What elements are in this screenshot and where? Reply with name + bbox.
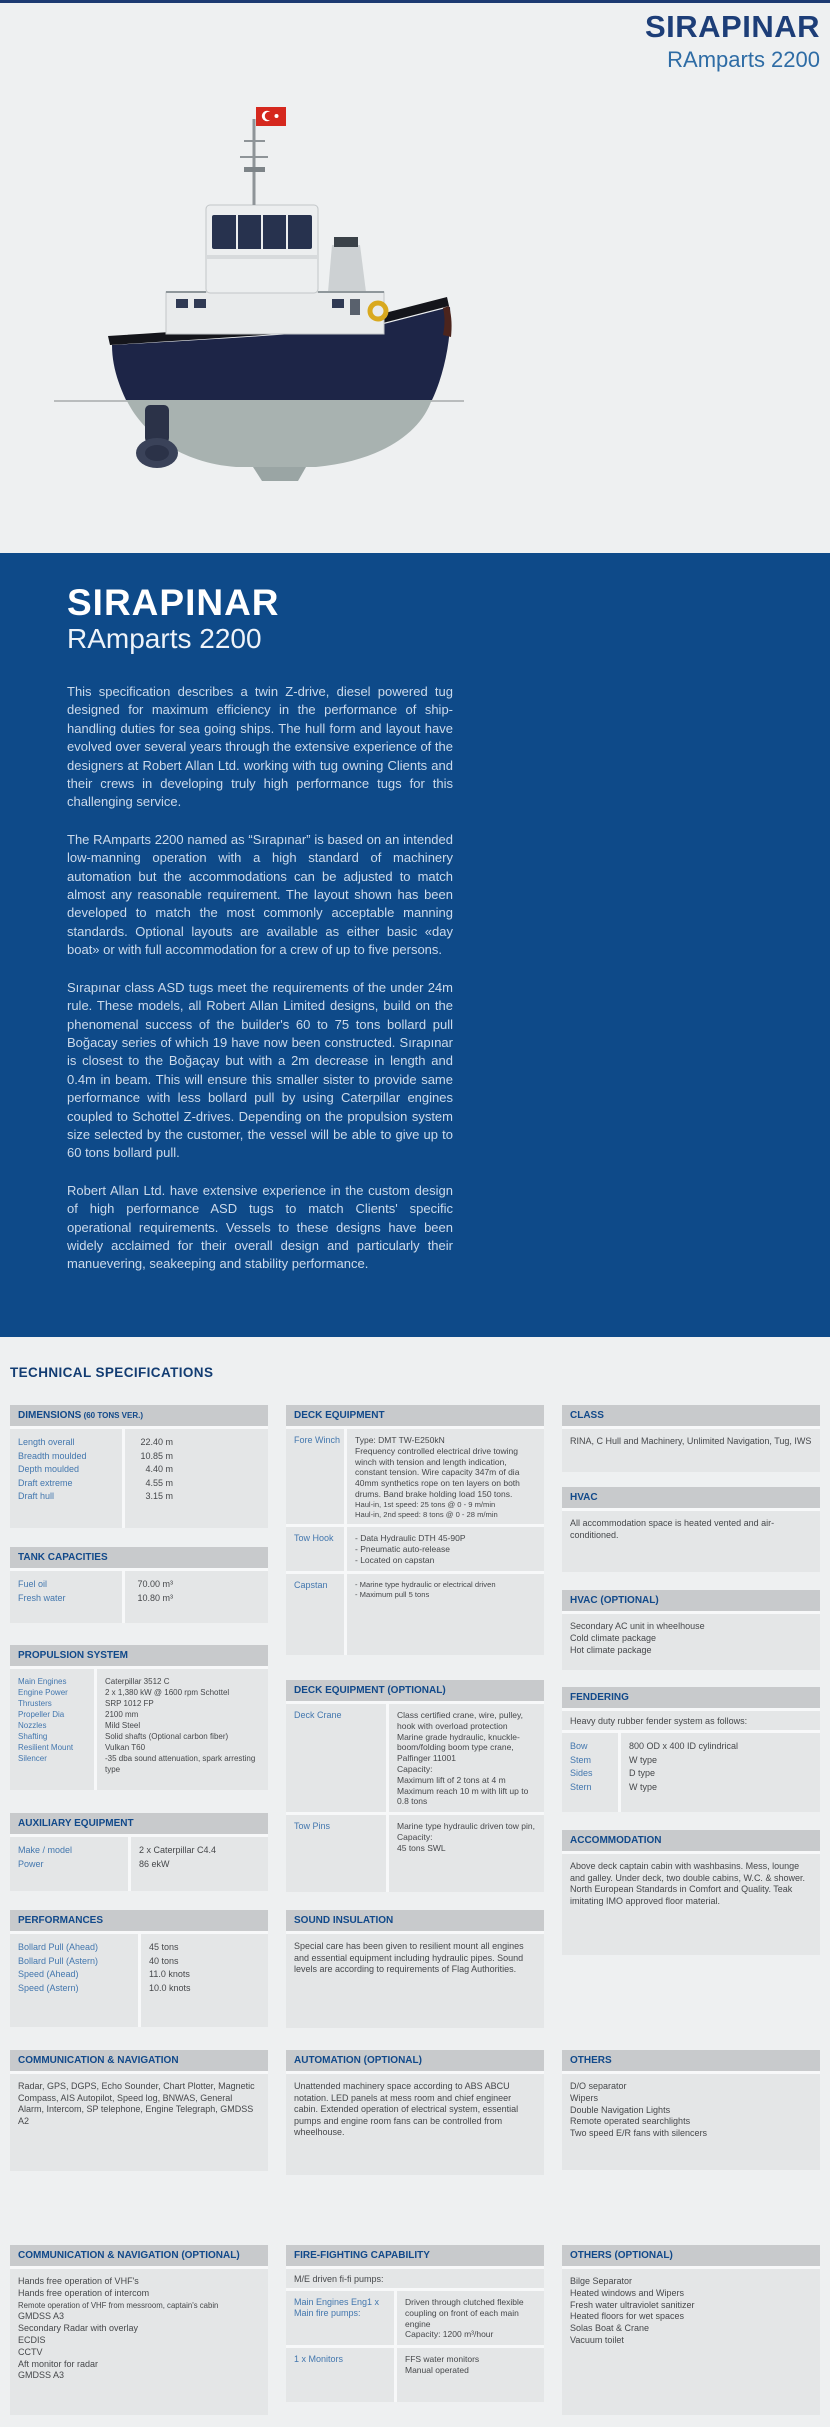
pair-label: Silencer	[18, 1754, 47, 1763]
spec-box-title: AUTOMATION (OPTIONAL)	[286, 2050, 544, 2071]
list-item: GMDSS A3	[18, 2311, 65, 2322]
list-item: Remote operated searchlights	[570, 2116, 691, 2127]
pair-value: 45 tons	[149, 1942, 179, 1952]
list-item: GMDSS A3	[18, 2370, 65, 2381]
pair-value: 2 x Caterpillar C4.4	[139, 1845, 217, 1855]
list-item: Heated windows and Wipers	[570, 2287, 685, 2298]
row-label: 1 x Monitors	[286, 2348, 394, 2402]
row-value-line: Type: DMT TW-E250kN	[355, 1435, 445, 1445]
row-value-line: Haul-in, 2nd speed: 8 tons @ 0 - 28 m/min	[355, 1509, 498, 1519]
spec-box-body	[286, 1704, 544, 1892]
row-value-line: - Located on capstan	[355, 1554, 435, 1565]
row-value-line: Driven through clutched flexible coupling on front of each main engine	[405, 2297, 524, 2329]
spec-box-dimensions	[10, 1405, 268, 1528]
row-label: Deck Crane	[286, 1704, 386, 1812]
list-item: Secondary AC unit in wheelhouse	[570, 1621, 705, 1631]
underwater-hull	[126, 399, 432, 481]
list-item: Double Navigation Lights	[570, 2104, 671, 2115]
spec-box-hvac-opt	[562, 1590, 820, 1670]
pair-value: 10.80 m³	[137, 1592, 173, 1603]
spec-box-body	[10, 1571, 268, 1623]
spec-box-lines	[10, 2269, 268, 2415]
list-item: Remote operation of VHF from messroom, captain's cabin	[18, 2300, 219, 2310]
spec-box-body	[10, 2074, 268, 2171]
pair-value: D type	[629, 1768, 656, 1778]
spec-box-fire-fighting	[286, 2245, 544, 2402]
pair-label: Bollard Pull (Ahead)	[18, 1942, 99, 1952]
pair-value: 4.40 m	[145, 1464, 173, 1474]
pair-label: Shafting	[18, 1732, 48, 1741]
row-label: Capstan	[286, 1574, 344, 1655]
spec-box-title: PERFORMANCES	[10, 1910, 268, 1931]
spec-box-title: PROPULSION SYSTEM	[10, 1645, 268, 1666]
spec-box-body	[10, 1669, 268, 1790]
pair-label: Thrusters	[18, 1699, 52, 1708]
pair-label: Resilient Mount	[18, 1743, 74, 1752]
spec-grid	[10, 1405, 820, 2415]
list-item: Heated floors for wet spaces	[570, 2311, 685, 2322]
list-item: Fresh water ultraviolet sanitizer	[570, 2299, 695, 2310]
pair-value: W type	[629, 1754, 658, 1765]
spec-row-table	[286, 1704, 544, 1892]
spec-box-title: CLASS	[562, 1405, 820, 1426]
pair-label: Stem	[570, 1754, 592, 1765]
pair-value: 800 OD x 400 ID cylindrical	[629, 1741, 739, 1751]
spec-pair-table	[10, 1429, 268, 1528]
list-item: Wipers	[570, 2092, 599, 2103]
spec-box-hvac	[562, 1487, 820, 1572]
spec-row-table	[286, 2291, 544, 2402]
row-value-line: Frequency controlled electrical drive towing winch with tension and length indication, constant tension. Wire capacity 347m of dia 40mm synthetics rope on ten layers on both drums. Band brake holding load 150 tons.	[355, 1445, 520, 1499]
row-value-line: - Marine type hydraulic or electrical driven	[355, 1579, 496, 1589]
spec-box-text: Radar, GPS, DGPS, Echo Sounder, Chart Plotter, Magnetic Compass, AIS Autopilot, Speed log, BNWAS, General Alarm, Intercom, SP telephone, Engine Telegraph, GMDSS A2	[10, 2074, 268, 2171]
mast	[240, 119, 268, 205]
spec-box-body	[562, 1614, 820, 1670]
pair-value: -35 dba sound attenuation, spark arresting type	[105, 1754, 256, 1774]
pair-value-column	[125, 1571, 268, 1623]
row-value	[347, 1429, 544, 1524]
spec-column-2	[286, 1405, 544, 2402]
spec-box-others	[562, 2050, 820, 2170]
pair-label: Main Engines	[18, 1677, 67, 1686]
list-item: Aft monitor for radar	[18, 2358, 99, 2369]
spec-box-title: ACCOMMODATION	[562, 1830, 820, 1851]
spec-column-3	[562, 1405, 820, 2415]
pair-label: Speed (Astern)	[18, 1982, 79, 1993]
row-label: Fore Winch	[286, 1429, 344, 1524]
pair-label: Fresh water	[18, 1592, 66, 1603]
turkish-flag-icon	[256, 107, 286, 126]
row-label: Tow Hook	[286, 1527, 344, 1570]
spec-box-title: DECK EQUIPMENT	[286, 1405, 544, 1426]
list-item: ECDIS	[18, 2334, 46, 2345]
spec-box-accommodation	[562, 1830, 820, 1955]
spec-box-comm-nav	[10, 2050, 268, 2171]
spec-box-intro-line: Heavy duty rubber fender system as follows:	[562, 1711, 820, 1730]
pair-value-column	[141, 1934, 268, 2027]
row-label: Main Engines Eng1 x Main fire pumps:	[286, 2291, 394, 2345]
spec-box-deck-equipment	[286, 1405, 544, 1655]
spec-box-title: HVAC	[562, 1487, 820, 1508]
pair-label: Power	[18, 1858, 44, 1869]
intro-paragraphs	[67, 683, 453, 1274]
spec-box-automation-opt	[286, 2050, 544, 2175]
spec-box-body	[286, 1934, 544, 2028]
spec-box-title: OTHERS	[562, 2050, 820, 2071]
pair-label: Depth moulded	[18, 1464, 80, 1474]
intro-section	[0, 553, 830, 1337]
row-value	[389, 1815, 544, 1892]
pair-value: 3.15 m	[145, 1491, 173, 1501]
row-value-line: Capacity: 1200 m³/hour	[405, 2329, 494, 2340]
pair-value: 22.40 m	[140, 1437, 173, 1447]
row-value-line: FFS water monitors	[405, 2354, 480, 2365]
spec-box-body	[562, 1511, 820, 1572]
pair-value: 10.85 m	[140, 1450, 173, 1461]
list-item: CCTV	[18, 2346, 43, 2357]
spec-box-body	[562, 1711, 820, 1812]
pair-label-column	[10, 1669, 94, 1790]
row-value-line: Marine type hydraulic driven tow pin,	[397, 1821, 535, 1832]
spec-box-text: RINA, C Hull and Machinery, Unlimited Navigation, Tug, IWS	[562, 1429, 820, 1472]
spec-pair-table	[10, 1837, 268, 1891]
pair-label: Stern	[570, 1781, 592, 1792]
spec-box-body	[10, 1429, 268, 1528]
spec-box-body	[10, 1837, 268, 1891]
pair-label-column	[10, 1837, 128, 1891]
spec-box-comm-nav-opt	[10, 2245, 268, 2415]
spec-box-lines	[562, 1614, 820, 1670]
pair-label: Breadth moulded	[18, 1450, 87, 1461]
spec-box-lines	[562, 2269, 820, 2415]
specs-heading: TECHNICAL SPECIFICATIONS	[10, 1365, 214, 1380]
pair-label: Engine Power	[18, 1688, 68, 1697]
row-value-line: - Pneumatic auto-release	[355, 1544, 450, 1555]
list-item: Solas Boat & Crane	[570, 2323, 650, 2334]
technical-specifications-section	[0, 1337, 830, 2415]
spec-box-title: DECK EQUIPMENT (OPTIONAL)	[286, 1680, 544, 1701]
spec-box-title: HVAC (OPTIONAL)	[562, 1590, 820, 1611]
spec-box-body	[10, 1934, 268, 2027]
spec-pair-table	[10, 1571, 268, 1623]
row-value-line: Haul-in, 1st speed: 25 tons @ 0 - 9 m/min	[355, 1499, 496, 1509]
list-item: Hot climate package	[570, 1644, 652, 1655]
pair-label: Propeller Dia	[18, 1710, 65, 1719]
wheelhouse	[206, 205, 318, 293]
spec-box-intro-line: M/E driven fi-fi pumps:	[286, 2269, 544, 2288]
row-value	[347, 1527, 544, 1570]
pair-label: Sides	[570, 1768, 593, 1778]
pair-label-column	[10, 1429, 122, 1528]
pair-value: 70.00 m³	[137, 1579, 173, 1589]
row-value-line: - Data Hydraulic DTH 45-90P	[355, 1533, 466, 1544]
pair-label: Bow	[570, 1741, 588, 1751]
spec-box-title: FIRE-FIGHTING CAPABILITY	[286, 2245, 544, 2266]
row-value-line: Manual operated	[405, 2364, 469, 2375]
spec-box-others-opt	[562, 2245, 820, 2415]
spec-box-sound-insulation	[286, 1910, 544, 2028]
pair-label: Nozzles	[18, 1721, 47, 1730]
row-value	[397, 2291, 544, 2345]
pair-label-column	[10, 1934, 138, 2027]
spec-box-body	[286, 2269, 544, 2402]
spec-column-1	[10, 1405, 268, 2415]
spec-box-body	[286, 1429, 544, 1655]
spec-box-fendering	[562, 1687, 820, 1812]
row-value	[397, 2348, 544, 2402]
intro-title: SIRAPINAR	[67, 582, 280, 623]
row-value-line: Maximum lift of 2 tons at 4 m	[397, 1774, 506, 1785]
spec-box-deck-equipment-opt	[286, 1680, 544, 1892]
spec-box-performances	[10, 1910, 268, 2027]
pair-value: 86 ekW	[139, 1858, 170, 1869]
row-value-line: Marine grade hydraulic, knuckle-boom/folding boom type crane, Palfinger 11001	[397, 1731, 520, 1764]
tugboat-illustration	[48, 49, 468, 504]
row-value-line: Capacity:	[397, 1831, 433, 1842]
pair-value-column	[125, 1429, 268, 1528]
pair-value-column	[621, 1733, 820, 1812]
spec-box-body	[562, 1429, 820, 1472]
spec-box-text: Above deck captain cabin with washbasins. Mess, lounge and galley. Under deck, two double cabins, W.C. & shower. North European Standards in Comfort and Quality. Teak imitating IMO approved floor material.	[562, 1854, 820, 1955]
pair-label: Fuel oil	[18, 1579, 48, 1589]
spec-box-title: FENDERING	[562, 1687, 820, 1708]
spec-box-title: OTHERS (OPTIONAL)	[562, 2245, 820, 2266]
pair-label-column	[10, 1571, 122, 1623]
list-item: Hands free operation of intercom	[18, 2287, 150, 2298]
row-value-line: - Maximum pull 5 tons	[355, 1589, 430, 1599]
spec-box-title: AUXILIARY EQUIPMENT	[10, 1813, 268, 1834]
spec-box-text: Special care has been given to resilient mount all engines and essential equipment including hydraulic pipes. Sound levels are according to requirements of Flag Authorities.	[286, 1934, 544, 2028]
pair-label: Length overall	[18, 1437, 75, 1447]
spec-box-auxiliary	[10, 1813, 268, 1891]
deckhouse	[166, 292, 384, 334]
brand-subtitle: RAmparts 2200	[667, 47, 820, 72]
spec-pair-table	[10, 1934, 268, 2027]
spec-box-text: Unattended machinery space according to ABS ABCU notation. LED panels at mess room and chief engineer cabin. Extended operation of electrical system, essential pumps and engine room fans can be controlled from wheelhouse.	[286, 2074, 544, 2175]
row-value-line: Capacity:	[397, 1763, 433, 1774]
pair-value: Solid shafts (Optional carbon fiber)	[105, 1732, 229, 1741]
pair-value: 2 x 1,380 kW @ 1600 rpm Schottel	[105, 1688, 230, 1697]
list-item: Vacuum toilet	[570, 2334, 624, 2345]
spec-box-body	[286, 2074, 544, 2175]
pair-label: Bollard Pull (Astern)	[18, 1955, 99, 1966]
pair-value: Caterpillar 3512 C	[105, 1677, 170, 1686]
spec-box-title: TANK CAPACITIES	[10, 1547, 268, 1568]
spec-box-body	[562, 2269, 820, 2415]
spec-pair-table	[10, 1669, 268, 1790]
intro-paragraph: Sırapınar class ASD tugs meet the requirements of the under 24m rule. These models, all Robert Allan Limited designs, build on the phenomenal success of the builder's 60 to 75 tons bollard pull Boğacay series of which 19 have now been constructed. Sırapınar is closest to the Boğaçay but with a 2m decrease in length and 0.4m in beam. This will ensure this smaller sister to provide same performance with less bollard pull by using Caterpillar engines coupled to Schottel Z-drives. Depending on the propulsion system size selected by the customer, the vessel will be able to give up to 60 tons bollard pull.	[67, 979, 453, 1161]
pair-value-column	[97, 1669, 268, 1790]
pair-value: 2100 mm	[105, 1710, 139, 1719]
intro-paragraph: The RAmparts 2200 named as “Sırapınar” is based on an intended low-manning operation with a high standard of machinery automation but the accommodations can be adjusted to match almost any reasonable requirement. The layout shown has been developed to match the most commonly acceptable manning standards. Optional layouts are available as either basic «day boat» or with full accommodation for a crew of up to five persons.	[67, 831, 453, 958]
list-item: Bilge Separator	[570, 2276, 633, 2286]
spec-box-body	[10, 2269, 268, 2415]
pair-value: 10.0 knots	[149, 1982, 191, 1993]
list-item: Secondary Radar with overlay	[18, 2323, 139, 2334]
pair-value: 11.0 knots	[149, 1969, 190, 1979]
spec-box-propulsion	[10, 1645, 268, 1790]
list-item: D/O separator	[570, 2081, 627, 2091]
row-value-line: Maximum reach 10 m with lift up to 0.8 tons	[397, 1785, 529, 1807]
pair-value: W type	[629, 1781, 658, 1792]
row-label: Tow Pins	[286, 1815, 386, 1892]
row-value	[347, 1574, 544, 1655]
spec-row-table	[286, 1429, 544, 1655]
spec-box-title: COMMUNICATION & NAVIGATION	[10, 2050, 268, 2071]
row-value-line: Class certified crane, wire, pulley, hook with overload protection	[397, 1710, 523, 1731]
row-value	[389, 1704, 544, 1812]
list-item: Hands free operation of VHF's	[18, 2276, 139, 2286]
pair-value: SRP 1012 FP	[105, 1699, 154, 1708]
spec-box-title: SOUND INSULATION	[286, 1910, 544, 1931]
spec-box-body	[562, 2074, 820, 2170]
intro-paragraph: This specification describes a twin Z-drive, diesel powered tug designed for maximum efficiency in the performance of ship-handling duties for sea going ships. The hull form and layout have evolved over several years through the extensive experience of the designers at Robert Allan Ltd. working with tug owning Clients and their crews in developing truly high performance tugs for this challenging service.	[67, 684, 453, 810]
list-item: Two speed E/R fans with silencers	[570, 2128, 708, 2139]
spec-box-body	[562, 1854, 820, 1955]
pair-label: Draft hull	[18, 1491, 55, 1501]
list-item: Cold climate package	[570, 1632, 657, 1643]
spec-box-text: All accommodation space is heated vented and air-conditioned.	[562, 1511, 820, 1572]
intro-subtitle: RAmparts 2200	[67, 623, 262, 654]
exhaust-stack	[328, 237, 366, 292]
spec-pair-table	[562, 1733, 820, 1812]
spec-box-lines	[562, 2074, 820, 2170]
spec-box-title: DIMENSIONS (60 TONS VER.)	[10, 1405, 268, 1426]
pair-value: 40 tons	[149, 1955, 179, 1966]
pair-label: Make / model	[18, 1845, 73, 1855]
pair-label: Speed (Ahead)	[18, 1969, 79, 1979]
brand-block	[645, 9, 820, 73]
pair-value-column	[131, 1837, 268, 1891]
pair-value: 4.55 m	[145, 1477, 173, 1488]
intro-paragraph: Robert Allan Ltd. have extensive experience in the custom design of high performance ASD tugs to match Clients' specific operational requirements. Vessels to these designs have been widely acclaimed for their overall design and particularly their manuevering, seakeeping and stability performance.	[67, 1182, 453, 1272]
pair-label-column	[562, 1733, 618, 1812]
pair-value: Mild Steel	[105, 1721, 141, 1730]
hero-section	[0, 3, 830, 553]
spec-box-title: COMMUNICATION & NAVIGATION (OPTIONAL)	[10, 2245, 268, 2266]
brand-title: SIRAPINAR	[644, 9, 820, 44]
pair-value: Vulkan T60	[105, 1743, 146, 1752]
pair-label: Draft extreme	[18, 1477, 73, 1488]
spec-box-tank-capacities	[10, 1547, 268, 1623]
spec-box-class	[562, 1405, 820, 1472]
row-value-line: 45 tons SWL	[397, 1842, 446, 1853]
